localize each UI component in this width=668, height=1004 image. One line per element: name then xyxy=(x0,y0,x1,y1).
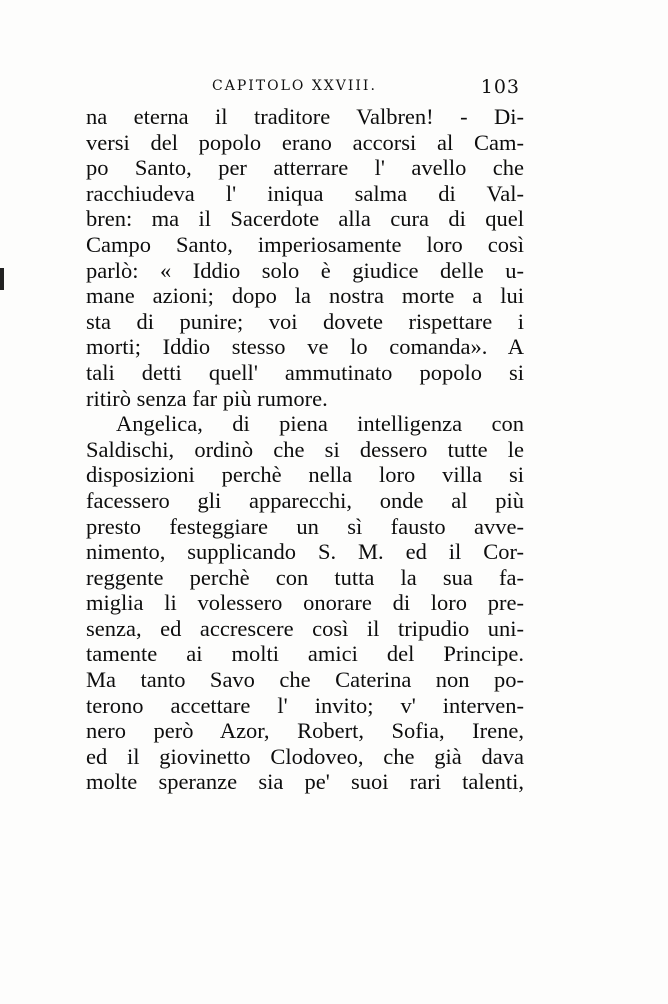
text-line: disposizioni perchè nella loro villa si xyxy=(86,462,524,488)
paragraph-start-line: Angelica, di piena intelligenza con xyxy=(116,411,524,437)
paragraph-end-line: ritirò senza far più rumore. xyxy=(86,385,328,411)
text-line: nero però Azor, Robert, Sofia, Irene, xyxy=(86,718,524,744)
text-line: racchiudeva l' iniqua salma di Val- xyxy=(86,180,524,206)
text-line: reggente perchè con tutta la sua fa- xyxy=(86,564,524,590)
text-line: Campo Santo, imperiosamente loro così xyxy=(86,231,524,257)
text-line: po Santo, per atterrare l' avello che xyxy=(86,155,524,181)
text-line: Saldischi, ordinò che si dessero tutte le xyxy=(86,436,524,462)
running-header xyxy=(88,76,520,102)
text-line: ed il giovinetto Clodoveo, che già dava xyxy=(86,743,524,769)
text-line: miglia li volessero onorare di loro pre- xyxy=(86,590,524,616)
body-text xyxy=(86,104,524,795)
text-line: nimento, supplicando S. M. ed il Cor- xyxy=(86,539,524,565)
text-line: tali detti quell' ammutinato popolo si xyxy=(86,359,524,385)
text-line: presto festeggiare un sì fausto avve- xyxy=(86,513,524,539)
text-line: terono accettare l' invito; v' interven- xyxy=(86,692,524,718)
text-line: senza, ed accrescere così il tripudio uni- xyxy=(86,615,524,641)
text-line: facessero gli apparecchi, onde al più xyxy=(86,487,524,513)
page-number: 103 xyxy=(480,76,520,98)
text-line: bren: ma il Sacerdote alla cura di quel xyxy=(86,206,524,232)
text-line: na eterna il traditore Valbren! - Di- xyxy=(86,104,524,129)
text-line: mane azioni; dopo la nostra morte a lui xyxy=(86,283,524,309)
text-line: molte speranze sia pe' suoi rari talenti, xyxy=(86,769,524,795)
text-line: Ma tanto Savo che Caterina non po- xyxy=(86,667,524,693)
text-line: tamente ai molti amici del Principe. xyxy=(86,641,524,667)
text-line: versi del popolo erano accorsi al Cam- xyxy=(86,129,524,155)
chapter-heading: CAPITOLO XXVIII. xyxy=(212,78,377,94)
text-line: morti; Iddio stesso ve lo comanda». A xyxy=(86,334,524,360)
text-line: sta di punire; voi dovete rispettare i xyxy=(86,308,524,334)
text-line: parlò: « Iddio solo è giudice delle u- xyxy=(86,257,524,283)
page-edge-mark xyxy=(0,268,4,290)
